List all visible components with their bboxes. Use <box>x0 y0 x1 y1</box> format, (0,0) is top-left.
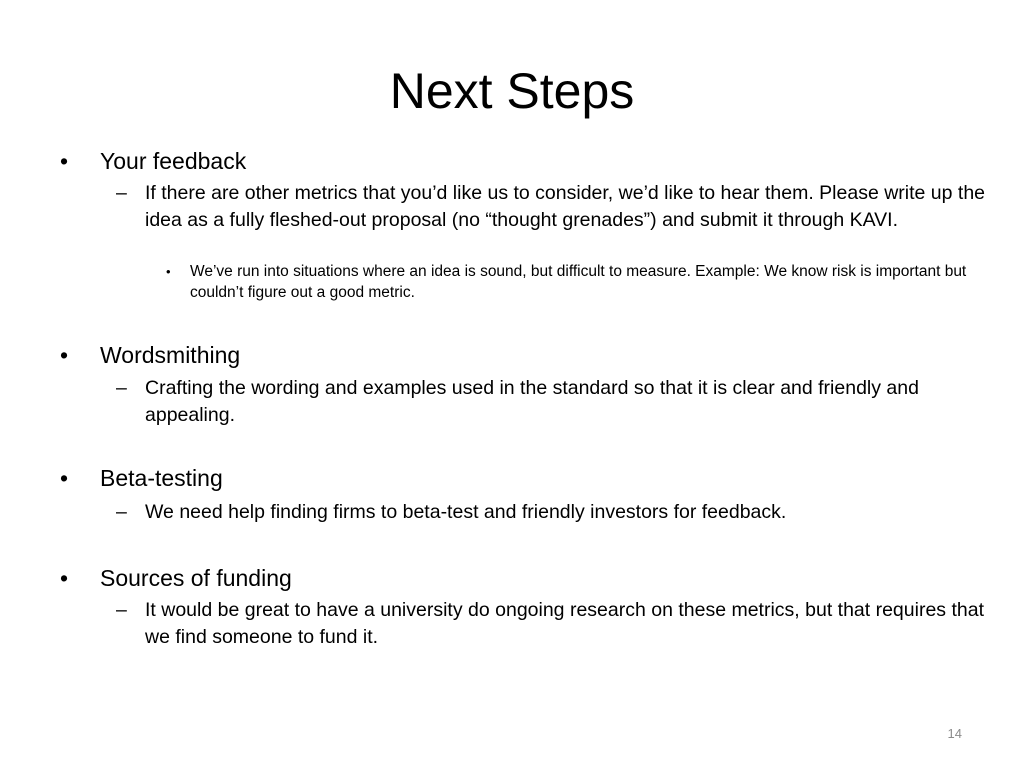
bullet-marker: • <box>60 148 69 174</box>
bullet-heading: Beta-testing <box>100 465 223 491</box>
subbullet-text: It would be great to have a university do ongoing research on these metrics, but that requires that we find someone to fund it. <box>145 599 984 648</box>
dash-marker: – <box>116 599 127 621</box>
bullet-marker: • <box>60 342 69 368</box>
dash-marker: – <box>116 377 127 399</box>
dash-marker: – <box>116 501 127 523</box>
bullet-marker: • <box>60 465 69 491</box>
subbullet-text: Crafting the wording and examples used in the standard so that it is clear and friendly and appealing. <box>145 377 919 426</box>
bullet-heading: Wordsmithing <box>100 342 241 368</box>
subsubbullet-text: We’ve run into situations where an idea is sound, but difficult to measure. Example: We know risk is important but couldn’t figure out a good metric. <box>190 263 967 301</box>
bullet-heading: Sources of funding <box>100 565 292 591</box>
bullet-marker: • <box>166 264 171 279</box>
bullet-marker: • <box>60 565 69 591</box>
bullet-heading: Your feedback <box>100 148 247 174</box>
page-number: 14 <box>947 726 962 741</box>
subbullet-text: We need help finding firms to beta-test and friendly investors for feedback. <box>145 501 787 523</box>
dash-marker: – <box>116 182 127 204</box>
subbullet-text: If there are other metrics that you’d like us to consider, we’d like to hear them. Please write up the idea as a fully fleshed-out proposal (no “thought grenades”) and submit it through KAVI. <box>145 182 986 231</box>
slide-title: Next Steps <box>389 63 635 119</box>
